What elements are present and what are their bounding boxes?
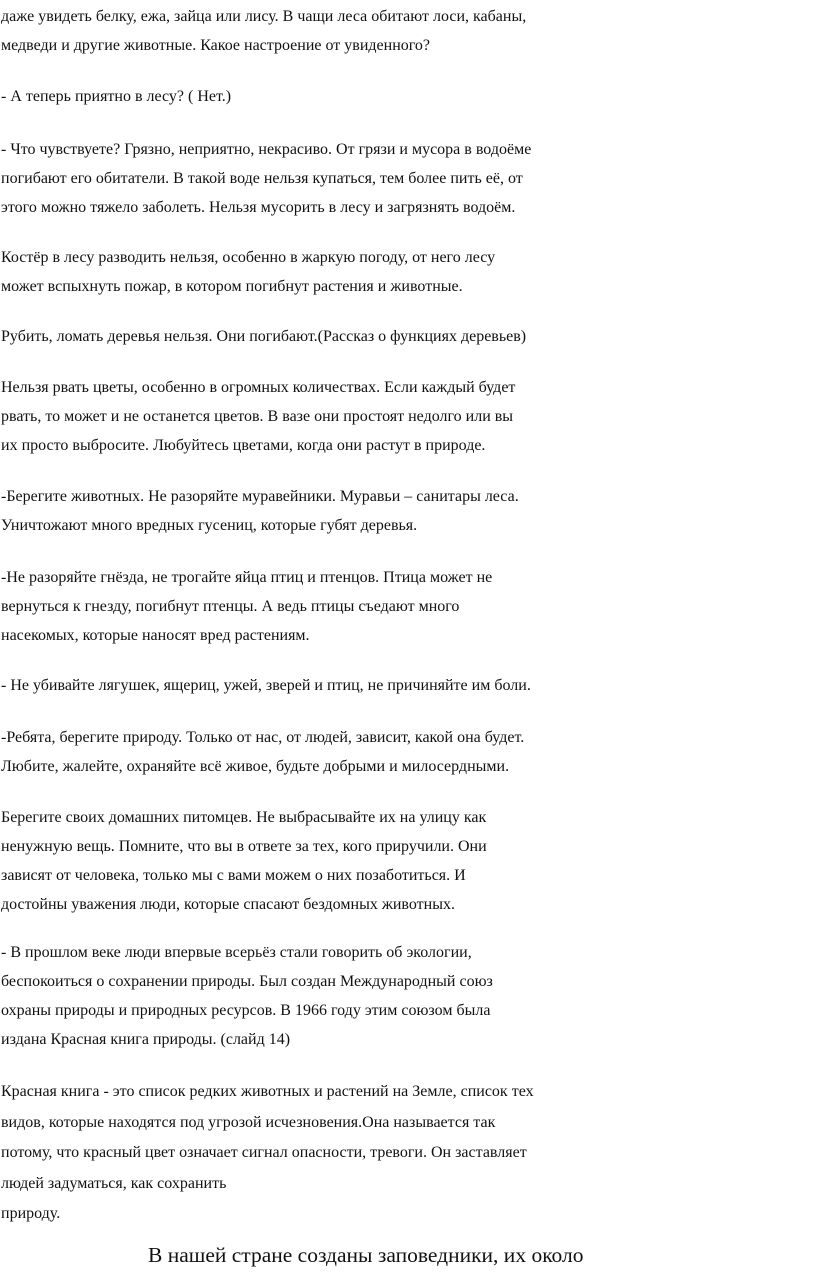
text-line: насекомых, которые наносят вред растениям. — [1, 627, 310, 644]
paragraph-trees — [1, 322, 814, 351]
text-line: этого можно тяжело заболеть. Нельзя мусорить в лесу и загрязнять водоём. — [1, 199, 516, 216]
text-line: Уничтожают много вредных гусениц, которые губят деревья. — [1, 517, 418, 534]
text-line: -Берегите животных. Не разоряйте муравейники. Муравьи – санитары леса. — [1, 488, 519, 505]
text-line: потому, что красный цвет означает сигнал опасности, тревоги. Он заставляет — [1, 1144, 527, 1161]
paragraph-do-not-kill — [1, 671, 814, 700]
text-line: погибают его обитатели. В такой воде нельзя купаться, тем более пить её, от — [1, 170, 523, 187]
paragraph-question-pleasant — [1, 82, 814, 111]
text-line: достойны уважения люди, которые спасают бездомных животных. — [1, 896, 455, 913]
paragraph-anthills — [1, 482, 814, 540]
text-line: даже увидеть белку, ежа, зайца или лису. В чащи леса обитают лоси, кабаны, — [1, 8, 527, 25]
text-line: беспокоиться о сохранении природы. Был создан Международный союз — [1, 973, 493, 990]
text-line: - В прошлом веке люди впервые всерьёз стали говорить об экологии, — [1, 944, 472, 961]
text-line: медведи и другие животные. Какое настроение от увиденного? — [1, 37, 431, 54]
text-line: - Что чувствуете? Грязно, неприятно, некрасиво. От грязи и мусора в водоёме — [1, 141, 532, 158]
paragraph-campfire — [1, 243, 814, 301]
text-line: - Не убивайте лягушек, ящериц, ужей, зверей и птиц, не причиняйте им боли. — [1, 677, 531, 694]
paragraph-red-book — [1, 1077, 814, 1230]
text-line: Рубить, ломать деревья нельзя. Они погибают.(Рассказ о функциях деревьев) — [1, 328, 527, 345]
text-line: Берегите своих домашних питомцев. Не выбрасывайте их на улицу как — [1, 809, 487, 826]
text-line: - А теперь приятно в лесу? ( Нет.) — [1, 88, 232, 105]
paragraph-nests — [1, 563, 814, 650]
text-line: может вспыхнуть пожар, в котором погибнут растения и животные. — [1, 278, 463, 295]
text-line: вернуться к гнезду, погибнут птенцы. А ведь птицы съедают много — [1, 598, 460, 615]
text-line: людей задуматься, как сохранить — [1, 1174, 227, 1192]
text-line: видов, которые находятся под угрозой исчезновения.Она называется так — [1, 1113, 496, 1131]
text-line: Красная книга - это список редких животных и растений на Земле, список тех — [1, 1083, 534, 1100]
text-line: охраны природы и природных ресурсов. В 1966 году этим союзом была — [1, 1002, 491, 1019]
paragraph-forest-animals — [1, 2, 814, 60]
paragraph-ecology-history — [1, 938, 814, 1054]
text-line: их просто выбросите. Любуйтесь цветами, когда они растут в природе. — [1, 437, 486, 454]
text-line: Любите, жалейте, охраняйте всё живое, будьте добрыми и милосердными. — [1, 758, 510, 775]
text-line: рвать, то может и не останется цветов. В вазе они простоят недолго или вы — [1, 408, 514, 425]
text-line: -Ребята, берегите природу. Только от нас, от людей, зависит, какой она будет. — [1, 729, 525, 746]
paragraph-protect-nature — [1, 723, 814, 781]
closing-line: В нашей стране созданы заповедники, их около — [148, 1243, 584, 1267]
text-line: Костёр в лесу разводить нельзя, особенно в жаркую погоду, от него лесу — [1, 249, 496, 266]
text-line: издана Красная книга природы. (слайд 14) — [1, 1031, 291, 1048]
paragraph-flowers — [1, 373, 814, 460]
text-line: зависят от человека, только мы с вами можем о них позаботиться. И — [1, 867, 466, 884]
text-line: природу. — [1, 1205, 61, 1222]
paragraph-pets — [1, 803, 814, 919]
text-line: ненужную вещь. Помните, что вы в ответе за тех, кого приручили. Они — [1, 838, 487, 855]
text-line: -Не разоряйте гнёзда, не трогайте яйца птиц и птенцов. Птица может не — [1, 569, 493, 586]
text-line: Нельзя рвать цветы, особенно в огромных количествах. Если каждый будет — [1, 379, 516, 396]
paragraph-dirty-water — [1, 135, 814, 222]
